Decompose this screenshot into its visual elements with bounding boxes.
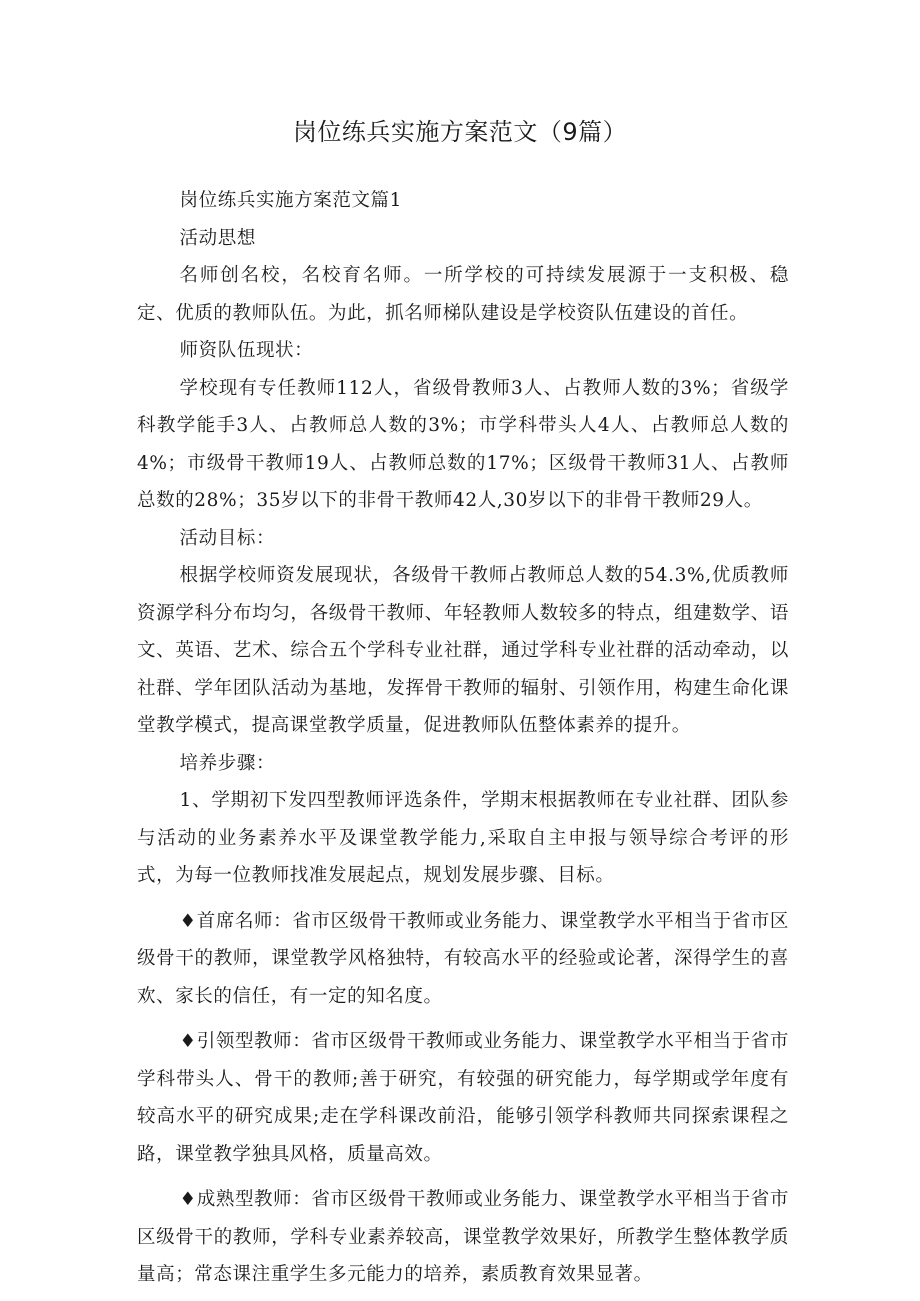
- document-body: [137, 182, 789, 1294]
- paragraph-leading-teacher: ♦引领型教师：省市区级骨干教师或业务能力、课堂教学水平相当于省市学科带头人、骨干的教师;善于研究，有较强的研究能力，每学期或学年度有较高水平的研究成果;走在学科课改前沿，能够引领学科教师共同探索课程之路，课堂教学独具风格，质量高效。: [137, 1031, 789, 1165]
- paragraph-step-1: 1、学期初下发四型教师评选条件，学期末根据教师在专业社群、团队参与活动的业务素养水平及课堂教学能力,采取自主申报与领导综合考评的形式，为每一位教师找准发展起点，规划发展步骤、目标。: [137, 790, 789, 886]
- subheading-steps: 培养步骤：: [179, 752, 276, 774]
- section-heading: 岗位练兵实施方案范文篇1: [179, 190, 403, 211]
- paragraph-mature-teacher: ♦成熟型教师：省市区级骨干教师或业务能力、课堂教学水平相当于省市区级骨干的教师，学科专业素养较高，课堂教学效果好，所教学生整体教学质量高；常态课注重学生多元能力的培养，素质教育效果显著。: [137, 1189, 789, 1285]
- document-title: 岗位练兵实施方案范文（9篇）: [292, 118, 628, 146]
- paragraph-chief-teacher: ♦首席名师：省市区级骨干教师或业务能力、课堂教学水平相当于省市区级骨干的教师，课堂教学风格独特，有较高水平的经验或论著，深得学生的喜欢、家长的信任，有一定的知名度。: [137, 910, 789, 1007]
- subheading-staff-status: 师资队伍现状：: [179, 340, 314, 361]
- subheading-activity-thought: 活动思想: [179, 227, 256, 249]
- subheading-goals: 活动目标：: [179, 527, 276, 549]
- paragraph-intro: 名师创名校，名校育名师。一所学校的可持续发展源于一支积极、稳定、优质的教师队伍。为此，抓名师梯队建设是学校资队伍建设的首任。: [137, 265, 789, 324]
- paragraph-goals: 根据学校师资发展现状，各级骨干教师占教师总人数的54.3%,优质教师资源学科分布均匀，各级骨干教师、年轻教师人数较多的特点，组建数学、语文、英语、艺术、综合五个学科专业社群，通过学科专业社群的活动牵动，以社群、学年团队活动为基地，发挥骨干教师的辐射、引领作用，构建生命化课堂教学模式，提高课堂教学质量，促进教师队伍整体素养的提升。: [137, 565, 789, 736]
- paragraph-staff-status: 学校现有专任教师112人，省级骨教师3人、占教师人数的3%；省级学科教学能手3人、占教师总人数的3%；市学科带头人4人、占教师总人数的4%；市级骨干教师19人、占教师总数的17%；区级骨干教师31人、占教师总数的28%；35岁以下的非骨干教师42人,30岁以下的非骨干教师29人。: [137, 377, 789, 511]
